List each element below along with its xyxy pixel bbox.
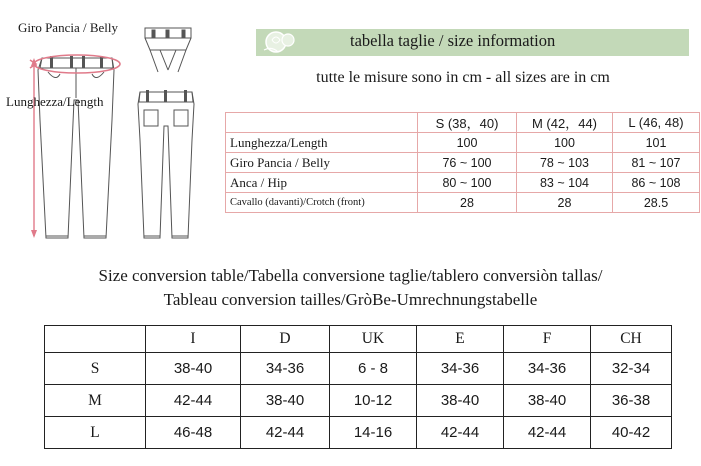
row-label: Cavallo (davanti)/Crotch (front) (226, 193, 418, 213)
size-info-row (226, 193, 700, 213)
cell: 6 - 8 (330, 353, 417, 385)
col-header-f: F (504, 326, 591, 353)
conversion-row (45, 385, 672, 417)
row-label: Anca / Hip (226, 173, 418, 193)
cell: 38-40 (241, 385, 330, 417)
conversion-header-row (45, 326, 672, 353)
cell: 46-48 (146, 417, 241, 449)
conversion-table (44, 325, 672, 449)
cell: 32-34 (591, 353, 672, 385)
cell: 38-40 (417, 385, 504, 417)
size-info-row (226, 133, 700, 153)
cell: 14-16 (330, 417, 417, 449)
pants-illustration (0, 0, 205, 250)
cell: 38-40 (146, 353, 241, 385)
size-label: L (45, 417, 146, 449)
size-info-col-m: M (42，44) (517, 113, 613, 133)
cell: 38-40 (504, 385, 591, 417)
cell: 76 ~ 100 (418, 153, 517, 173)
col-header-i: I (146, 326, 241, 353)
col-header-d: D (241, 326, 330, 353)
conversion-row (45, 353, 672, 385)
col-header-e: E (417, 326, 504, 353)
size-info-row (226, 173, 700, 193)
row-label: Lunghezza/Length (226, 133, 418, 153)
cell: 81 ~ 107 (613, 153, 700, 173)
page-title: tabella taglie / size information (350, 31, 556, 50)
pants-drawing (0, 0, 205, 250)
col-header-ch: CH (591, 326, 672, 353)
cell: 42-44 (241, 417, 330, 449)
cell: 10-12 (330, 385, 417, 417)
size-info-row (226, 153, 700, 173)
cell: 36-38 (591, 385, 672, 417)
conversion-row (45, 417, 672, 449)
row-label: Giro Pancia / Belly (226, 153, 418, 173)
cell: 100 (418, 133, 517, 153)
size-info-col-l: L (46, 48) (613, 113, 700, 133)
cell: 34-36 (417, 353, 504, 385)
length-label: Lunghezza/Length (6, 94, 104, 109)
belly-label: Giro Pancia / Belly (18, 20, 119, 35)
size-info-corner (226, 113, 418, 133)
cell: 28.5 (613, 193, 700, 213)
conversion-title-line2: Tableau conversion tailles/GròBe-Umrechnungstabelle (163, 290, 538, 309)
cell: 78 ~ 103 (517, 153, 613, 173)
size-label: S (45, 353, 146, 385)
conversion-corner (45, 326, 146, 353)
cell: 40-42 (591, 417, 672, 449)
cell: 83 ~ 104 (517, 173, 613, 193)
cell: 28 (418, 193, 517, 213)
size-info-table (225, 112, 700, 213)
cell: 34-36 (241, 353, 330, 385)
cell: 42-44 (146, 385, 241, 417)
cell: 101 (613, 133, 700, 153)
rose-icon (258, 28, 306, 63)
size-info-col-s: S (38，40) (418, 113, 517, 133)
units-note: tutte le misure sono in cm - all sizes are in cm (316, 69, 610, 86)
cell: 100 (517, 133, 613, 153)
cell: 28 (517, 193, 613, 213)
cell: 34-36 (504, 353, 591, 385)
conversion-title-line1: Size conversion table/Tabella conversione taglie/tablero conversiòn tallas/ (98, 266, 603, 285)
cell: 86 ~ 108 (613, 173, 700, 193)
cell: 80 ~ 100 (418, 173, 517, 193)
size-label: M (45, 385, 146, 417)
cell: 42-44 (504, 417, 591, 449)
size-info-header-row (226, 113, 700, 133)
col-header-uk: UK (330, 326, 417, 353)
cell: 42-44 (417, 417, 504, 449)
